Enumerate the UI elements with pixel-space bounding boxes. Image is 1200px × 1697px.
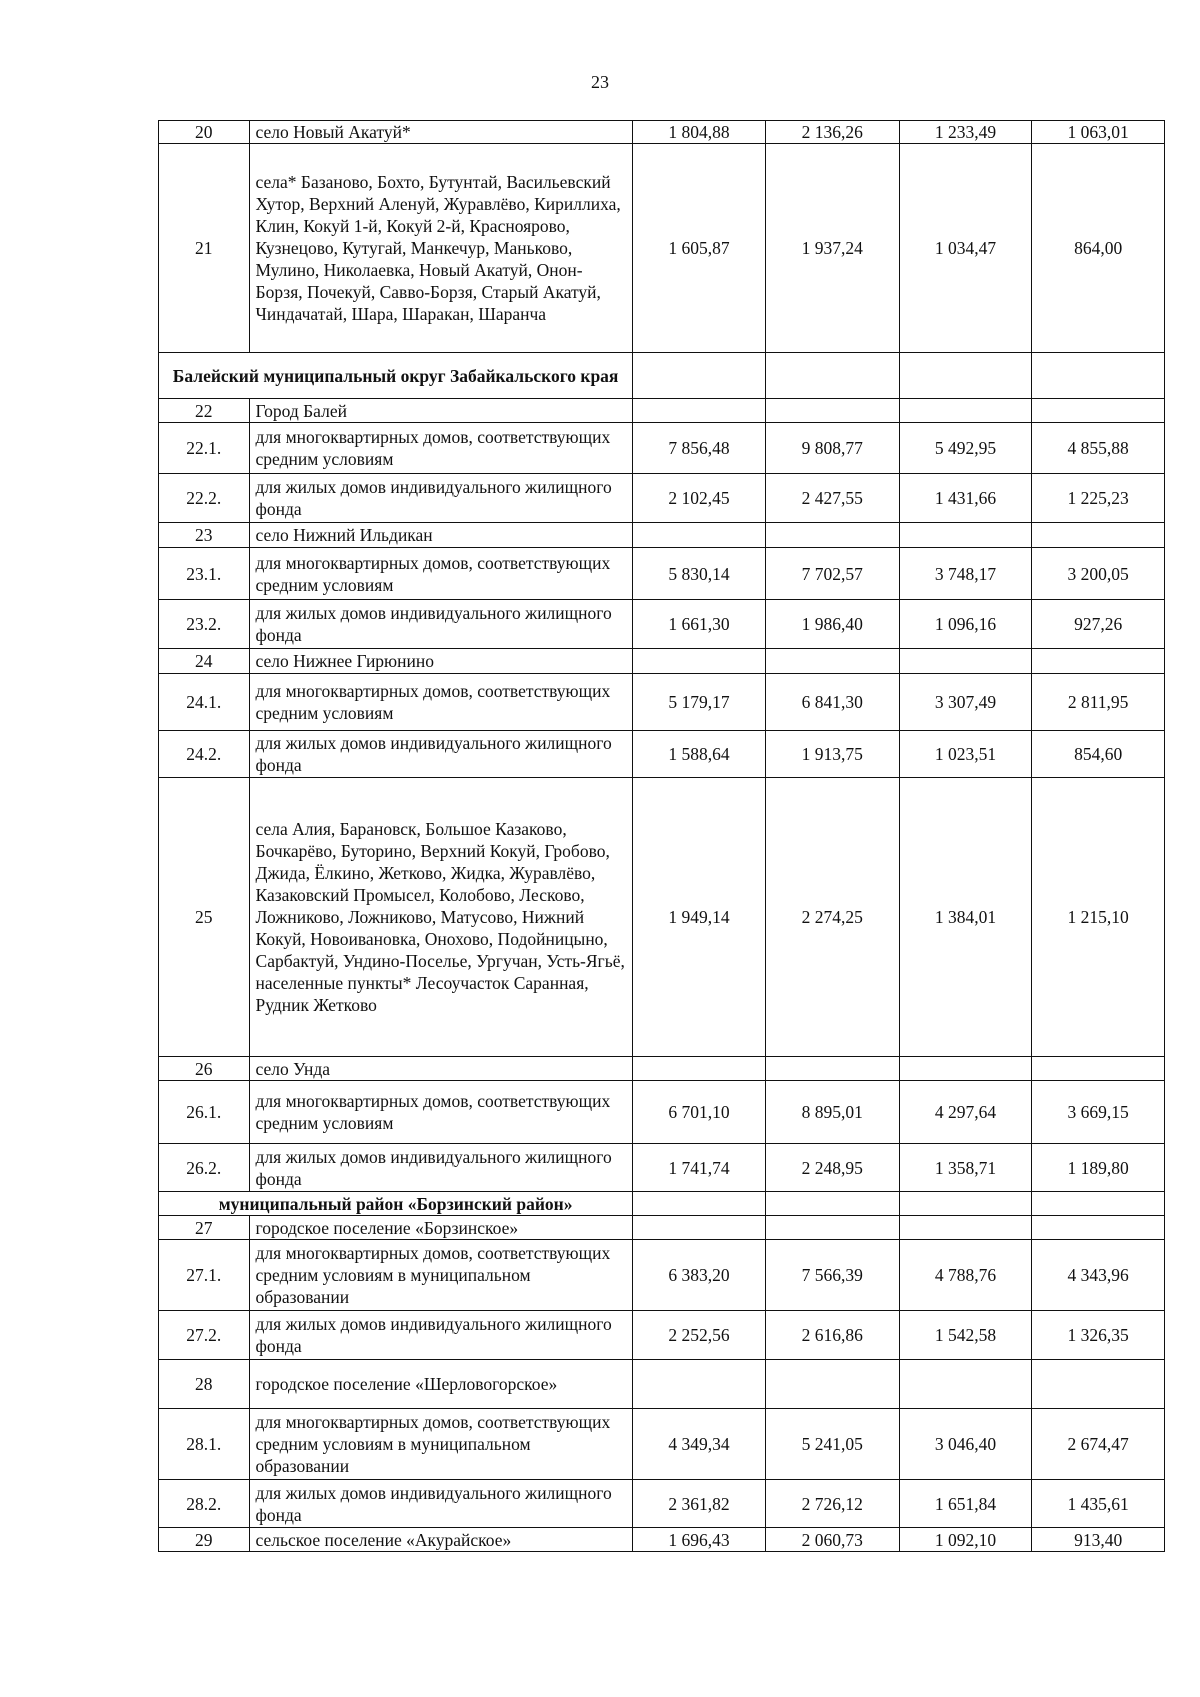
- value-col1: [633, 1057, 766, 1081]
- value-col1: 1 605,87: [633, 144, 766, 353]
- table-row: [159, 1409, 1165, 1480]
- value-col1: 5 179,17: [633, 674, 766, 731]
- settlement-name: городское поселение «Шерловогорское»: [249, 1360, 633, 1409]
- value-col1: 5 830,14: [633, 548, 766, 600]
- empty-cell: [765, 1192, 899, 1216]
- value-col3: 3 307,49: [899, 674, 1032, 731]
- value-col2: 2 726,12: [765, 1480, 899, 1528]
- table-row: [159, 674, 1165, 731]
- value-col4: [1032, 649, 1165, 674]
- table-row: [159, 778, 1165, 1057]
- value-col2: 6 841,30: [765, 674, 899, 731]
- value-col4: 4 855,88: [1032, 423, 1165, 474]
- value-col1: 2 252,56: [633, 1311, 766, 1360]
- table-row: [159, 1081, 1165, 1144]
- settlement-name: для многоквартирных домов, соответствующих средним условиям в муниципальном образовании: [249, 1409, 633, 1480]
- value-col2: 5 241,05: [765, 1409, 899, 1480]
- value-col3: 1 096,16: [899, 600, 1032, 649]
- value-col3: 1 384,01: [899, 778, 1032, 1057]
- value-col2: 7 702,57: [765, 548, 899, 600]
- value-col3: 3 748,17: [899, 548, 1032, 600]
- settlement-name: для многоквартирных домов, соответствующих средним условиям: [249, 423, 633, 474]
- value-col2: [765, 649, 899, 674]
- settlement-name: Город Балей: [249, 399, 633, 423]
- row-number: 26: [159, 1057, 250, 1081]
- page-number: 23: [591, 72, 609, 92]
- settlement-name: для многоквартирных домов, соответствующих средним условиям: [249, 674, 633, 731]
- value-col4: 1 225,23: [1032, 474, 1165, 523]
- empty-cell: [633, 1192, 766, 1216]
- value-col4: 927,26: [1032, 600, 1165, 649]
- value-col1: 1 741,74: [633, 1144, 766, 1192]
- value-col3: [899, 523, 1032, 548]
- value-col3: 1 034,47: [899, 144, 1032, 353]
- value-col4: [1032, 1360, 1165, 1409]
- value-col4: 1 189,80: [1032, 1144, 1165, 1192]
- table-row: [159, 1057, 1165, 1081]
- value-col3: 4 297,64: [899, 1081, 1032, 1144]
- table-row: [159, 731, 1165, 778]
- table-row: [159, 474, 1165, 523]
- value-col3: [899, 1216, 1032, 1240]
- value-col3: 1 431,66: [899, 474, 1032, 523]
- row-number: 29: [159, 1528, 250, 1552]
- row-number: 26.1.: [159, 1081, 250, 1144]
- row-number: 22.1.: [159, 423, 250, 474]
- value-col1: 6 701,10: [633, 1081, 766, 1144]
- value-col3: [899, 649, 1032, 674]
- value-col4: 4 343,96: [1032, 1240, 1165, 1311]
- value-col2: [765, 523, 899, 548]
- value-col3: 1 233,49: [899, 121, 1032, 144]
- row-number: 26.2.: [159, 1144, 250, 1192]
- value-col4: 1 215,10: [1032, 778, 1165, 1057]
- settlement-name: для многоквартирных домов, соответствующих средним условиям: [249, 548, 633, 600]
- value-col1: [633, 1360, 766, 1409]
- value-col3: [899, 399, 1032, 423]
- value-col2: 8 895,01: [765, 1081, 899, 1144]
- value-col2: [765, 1057, 899, 1081]
- row-number: 27.2.: [159, 1311, 250, 1360]
- value-col2: 9 808,77: [765, 423, 899, 474]
- settlement-name: для жилых домов индивидуального жилищного фонда: [249, 1144, 633, 1192]
- row-number: 28.1.: [159, 1409, 250, 1480]
- value-col3: 1 542,58: [899, 1311, 1032, 1360]
- value-col4: 1 435,61: [1032, 1480, 1165, 1528]
- empty-cell: [1032, 1192, 1165, 1216]
- row-number: 23.1.: [159, 548, 250, 600]
- settlement-name: для жилых домов индивидуального жилищного фонда: [249, 1480, 633, 1528]
- empty-cell: [899, 353, 1032, 399]
- value-col1: 1 588,64: [633, 731, 766, 778]
- row-number: 27.1.: [159, 1240, 250, 1311]
- table-row: [159, 399, 1165, 423]
- value-col4: 2 811,95: [1032, 674, 1165, 731]
- value-col1: 1 804,88: [633, 121, 766, 144]
- value-col4: [1032, 1216, 1165, 1240]
- settlement-name: села Алия, Барановск, Большое Казаково, Бочкарёво, Буторино, Верхний Кокуй, Гробово, Джида, Ёлкино, Жетково, Жидка, Журавлёво, Казаковский Промысел, Колобово, Лесково, Ложниково, Ложниково, Матусово, Нижний Кокуй, Новоивановка, Онохово, Подойницыно, Сарбактуй, Ундино-Поселье, Ургучан, Усть-Ягьё, населенные пункты* Лесоучасток Саранная, Рудник Жетково: [249, 778, 633, 1057]
- value-col4: 1 326,35: [1032, 1311, 1165, 1360]
- row-number: 24.1.: [159, 674, 250, 731]
- value-col2: 2 136,26: [765, 121, 899, 144]
- value-col1: [633, 523, 766, 548]
- value-col2: [765, 399, 899, 423]
- row-number: 23.2.: [159, 600, 250, 649]
- row-number: 28.2.: [159, 1480, 250, 1528]
- settlement-name: для жилых домов индивидуального жилищного фонда: [249, 474, 633, 523]
- table-row: [159, 1311, 1165, 1360]
- table-row: [159, 1360, 1165, 1409]
- value-col2: 2 274,25: [765, 778, 899, 1057]
- row-number: 23: [159, 523, 250, 548]
- value-col2: 1 986,40: [765, 600, 899, 649]
- value-col1: 1 949,14: [633, 778, 766, 1057]
- value-col1: [633, 1216, 766, 1240]
- value-col1: [633, 649, 766, 674]
- table-row: [159, 1144, 1165, 1192]
- settlement-name: село Нижний Ильдикан: [249, 523, 633, 548]
- empty-cell: [899, 1192, 1032, 1216]
- value-col2: 1 913,75: [765, 731, 899, 778]
- table-row: [159, 1528, 1165, 1552]
- settlement-name: села* Базаново, Бохто, Бутунтай, Васильевский Хутор, Верхний Аленуй, Журавлёво, Кириллиха, Клин, Кокуй 1-й, Кокуй 2-й, Красноярово, Кузнецово, Кутугай, Манкечур, Маньково, Мулино, Николаевка, Новый Акатуй, Онон-Борзя, Почекуй, Савво-Борзя, Старый Акатуй, Чиндачатай, Шара, Шаракан, Шаранча: [249, 144, 633, 353]
- settlement-name: село Нижнее Гирюнино: [249, 649, 633, 674]
- section-row: [159, 353, 1165, 399]
- table-row: [159, 649, 1165, 674]
- value-col3: [899, 1057, 1032, 1081]
- value-col3: 1 358,71: [899, 1144, 1032, 1192]
- table-row: [159, 1480, 1165, 1528]
- settlement-name: для жилых домов индивидуального жилищного фонда: [249, 1311, 633, 1360]
- table-row: [159, 523, 1165, 548]
- value-col4: 2 674,47: [1032, 1409, 1165, 1480]
- empty-cell: [1032, 353, 1165, 399]
- value-col2: [765, 1216, 899, 1240]
- value-col1: 2 361,82: [633, 1480, 766, 1528]
- value-col4: 854,60: [1032, 731, 1165, 778]
- value-col1: 7 856,48: [633, 423, 766, 474]
- row-number: 21: [159, 144, 250, 353]
- value-col3: [899, 1360, 1032, 1409]
- row-number: 25: [159, 778, 250, 1057]
- settlement-name: сельское поселение «Акурайское»: [249, 1528, 633, 1552]
- value-col3: 1 651,84: [899, 1480, 1032, 1528]
- value-col1: 2 102,45: [633, 474, 766, 523]
- row-number: 22.2.: [159, 474, 250, 523]
- table-row: [159, 548, 1165, 600]
- settlement-name: для многоквартирных домов, соответствующих средним условиям: [249, 1081, 633, 1144]
- row-number: 24.2.: [159, 731, 250, 778]
- value-col1: 6 383,20: [633, 1240, 766, 1311]
- value-col4: 864,00: [1032, 144, 1165, 353]
- value-col4: 3 200,05: [1032, 548, 1165, 600]
- empty-cell: [633, 353, 766, 399]
- section-title: Балейский муниципальный округ Забайкальского края: [159, 353, 633, 399]
- row-number: 22: [159, 399, 250, 423]
- table-row: [159, 1216, 1165, 1240]
- value-col3: 1 092,10: [899, 1528, 1032, 1552]
- value-col1: 1 661,30: [633, 600, 766, 649]
- row-number: 28: [159, 1360, 250, 1409]
- settlement-name: село Унда: [249, 1057, 633, 1081]
- section-title: муниципальный район «Борзинский район»: [159, 1192, 633, 1216]
- settlement-name: для многоквартирных домов, соответствующих средним условиям в муниципальном образовании: [249, 1240, 633, 1311]
- value-col3: 3 046,40: [899, 1409, 1032, 1480]
- value-col2: 2 427,55: [765, 474, 899, 523]
- value-col4: 913,40: [1032, 1528, 1165, 1552]
- table-row: [159, 144, 1165, 353]
- row-number: 20: [159, 121, 250, 144]
- table-row: [159, 121, 1165, 144]
- value-col1: 4 349,34: [633, 1409, 766, 1480]
- row-number: 27: [159, 1216, 250, 1240]
- table-row: [159, 1240, 1165, 1311]
- settlement-name: село Новый Акатуй*: [249, 121, 633, 144]
- value-col2: [765, 1360, 899, 1409]
- value-col1: [633, 399, 766, 423]
- value-col4: [1032, 523, 1165, 548]
- value-col3: 1 023,51: [899, 731, 1032, 778]
- settlement-name: городское поселение «Борзинское»: [249, 1216, 633, 1240]
- value-col2: 2 616,86: [765, 1311, 899, 1360]
- value-col2: 7 566,39: [765, 1240, 899, 1311]
- row-number: 24: [159, 649, 250, 674]
- settlement-name: для жилых домов индивидуального жилищного фонда: [249, 731, 633, 778]
- value-col1: 1 696,43: [633, 1528, 766, 1552]
- value-col3: 4 788,76: [899, 1240, 1032, 1311]
- value-col2: 2 248,95: [765, 1144, 899, 1192]
- value-col3: 5 492,95: [899, 423, 1032, 474]
- value-col2: 1 937,24: [765, 144, 899, 353]
- settlement-name: для жилых домов индивидуального жилищного фонда: [249, 600, 633, 649]
- table-row: [159, 423, 1165, 474]
- value-col4: 3 669,15: [1032, 1081, 1165, 1144]
- value-col4: 1 063,01: [1032, 121, 1165, 144]
- value-col4: [1032, 1057, 1165, 1081]
- table-row: [159, 600, 1165, 649]
- section-row: [159, 1192, 1165, 1216]
- empty-cell: [765, 353, 899, 399]
- value-col2: 2 060,73: [765, 1528, 899, 1552]
- tariff-table: [158, 120, 1165, 1552]
- value-col4: [1032, 399, 1165, 423]
